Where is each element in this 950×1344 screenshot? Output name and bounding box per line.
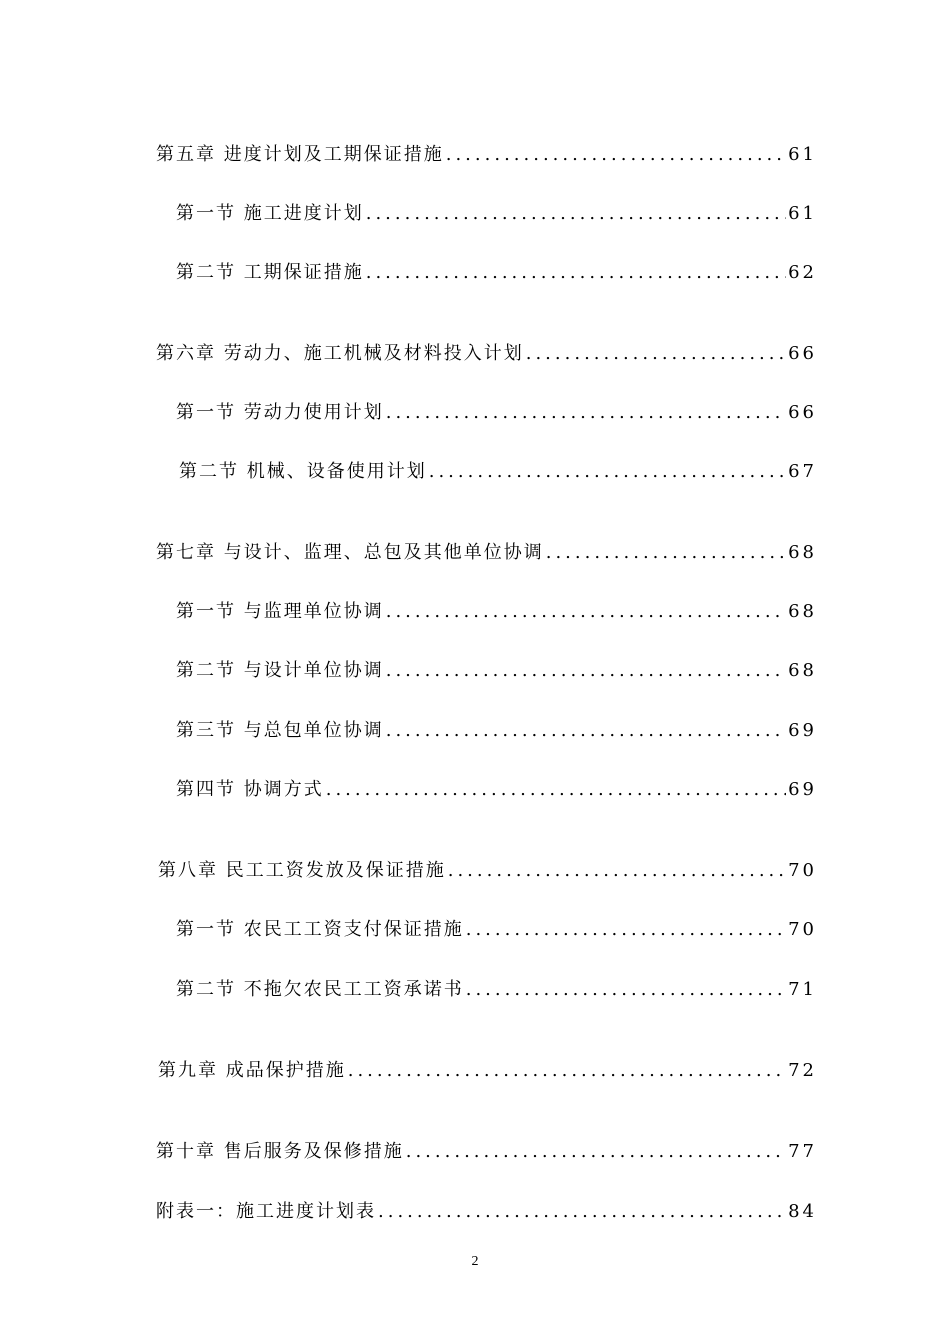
toc-leader-dots [466,918,786,942]
toc-entry-page: 62 [788,262,817,283]
toc-entry-title: 第七章 与设计、监理、总包及其他单位协调 [156,542,544,563]
toc-leader-dots [386,401,786,425]
toc-leader-dots [546,541,786,565]
toc-entry-section-8-1[interactable] [176,918,817,942]
toc-entry-chapter-10[interactable] [156,1140,817,1164]
toc-entry-section-6-1[interactable] [176,401,817,425]
toc-entry-chapter-7[interactable] [156,541,817,565]
toc-entry-section-7-2[interactable] [176,659,817,683]
toc-entry-title: 第二节 工期保证措施 [176,262,364,283]
toc-entry-title: 第十章 售后服务及保修措施 [156,1141,404,1162]
toc-leader-dots [446,143,786,167]
toc-entry-title: 第六章 劳动力、施工机械及材料投入计划 [156,343,524,364]
toc-entry-title: 附表一：施工进度计划表 [156,1201,376,1222]
toc-entry-page: 70 [788,919,817,940]
toc-entry-page: 72 [788,1060,817,1081]
toc-entry-page: 68 [788,542,817,563]
toc-leader-dots [378,1200,786,1224]
toc-entry-page: 61 [788,203,817,224]
toc-leader-dots [326,778,786,802]
toc-entry-page: 84 [788,1201,817,1222]
toc-entry-section-7-4[interactable] [176,778,817,802]
toc-entry-title: 第一节 施工进度计划 [176,203,364,224]
toc-leader-dots [366,202,786,226]
toc-entry-title: 第三节 与总包单位协调 [176,720,384,741]
page-number: 2 [471,1254,479,1269]
toc-entry-title: 第五章 进度计划及工期保证措施 [156,144,444,165]
toc-entry-section-6-2[interactable] [179,460,817,484]
toc-entry-page: 71 [788,979,817,1000]
toc-entry-section-5-1[interactable] [176,202,817,226]
toc-entry-page: 67 [788,461,817,482]
toc-entry-section-8-2[interactable] [176,978,817,1002]
toc-entry-page: 70 [788,860,817,881]
toc-leader-dots [526,342,786,366]
toc-entry-page: 66 [788,343,817,364]
toc-entry-page: 69 [788,720,817,741]
toc-entry-chapter-6[interactable] [156,342,817,366]
toc-leader-dots [348,1059,786,1083]
toc-entry-title: 第一节 与监理单位协调 [176,601,384,622]
toc-entry-title: 第二节 机械、设备使用计划 [179,461,427,482]
toc-leader-dots [448,859,786,883]
toc-entry-page: 68 [788,601,817,622]
toc-entry-page: 69 [788,779,817,800]
toc-entry-appendix-1[interactable] [156,1200,817,1224]
toc-leader-dots [466,978,786,1002]
toc-leader-dots [406,1140,786,1164]
toc-entry-title: 第一节 劳动力使用计划 [176,402,384,423]
toc-entry-section-5-2[interactable] [176,261,817,285]
toc-entry-section-7-1[interactable] [176,600,817,624]
toc-entry-title: 第八章 民工工资发放及保证措施 [158,860,446,881]
toc-entry-title: 第一节 农民工工资支付保证措施 [176,919,464,940]
toc-leader-dots [386,600,786,624]
toc-entry-chapter-8[interactable] [158,859,817,883]
toc-leader-dots [429,460,786,484]
toc-entry-title: 第二节 与设计单位协调 [176,660,384,681]
toc-entry-page: 77 [788,1141,817,1162]
toc-leader-dots [386,659,786,683]
toc-leader-dots [366,261,786,285]
toc-entry-section-7-3[interactable] [176,719,817,743]
toc-entry-page: 61 [788,144,817,165]
toc-entry-chapter-9[interactable] [158,1059,817,1083]
toc-entry-title: 第九章 成品保护措施 [158,1060,346,1081]
toc-entry-page: 66 [788,402,817,423]
toc-entry-title: 第二节 不拖欠农民工工资承诺书 [176,979,464,1000]
toc-leader-dots [386,719,786,743]
toc-entry-page: 68 [788,660,817,681]
toc-entry-chapter-5[interactable] [156,143,817,167]
toc-entry-title: 第四节 协调方式 [176,779,324,800]
